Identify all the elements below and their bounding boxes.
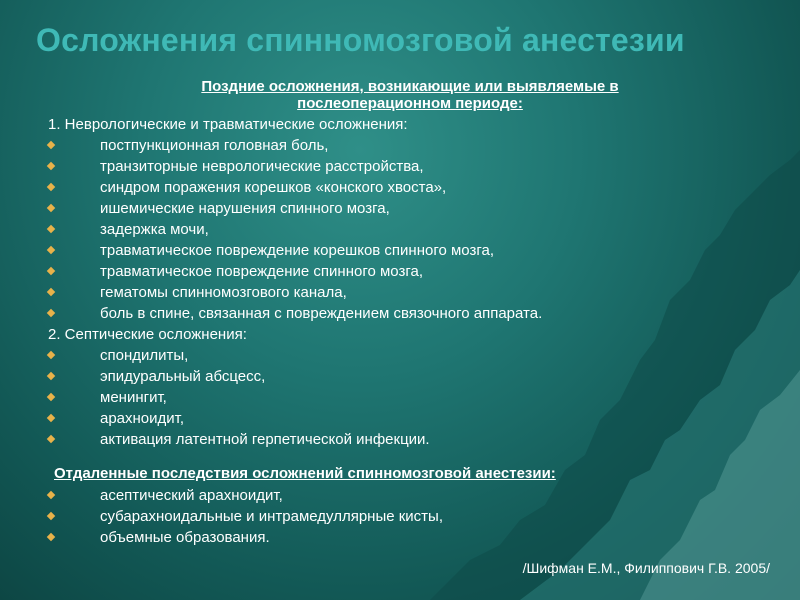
diamond-bullet-icon xyxy=(47,267,55,275)
diamond-bullet-icon xyxy=(47,533,55,541)
diamond-bullet-icon xyxy=(47,435,55,443)
list-item xyxy=(0,240,800,261)
diamond-bullet-icon xyxy=(47,183,55,191)
list-item xyxy=(0,261,800,282)
diamond-bullet-icon xyxy=(47,491,55,499)
list-item xyxy=(0,135,800,156)
list-item xyxy=(0,506,800,527)
list-item xyxy=(0,485,800,506)
section-3-heading: Отдаленные последствия осложнений спинномозговой анестезии: xyxy=(54,465,556,482)
diamond-bullet-icon xyxy=(47,414,55,422)
list-item xyxy=(0,408,800,429)
list-item-text: задержка мочи, xyxy=(100,221,209,238)
list-item-text: активация латентной герпетической инфекции. xyxy=(100,431,430,448)
list-item-text: гематомы спинномозгового канала, xyxy=(100,284,347,301)
list-item-text: боль в спине, связанная с повреждением связочного аппарата. xyxy=(100,305,543,322)
list-item-text: травматическое повреждение корешков спинного мозга, xyxy=(100,242,494,259)
spacer xyxy=(0,450,800,463)
list-item-text: эпидуральный абсцесс, xyxy=(100,368,266,385)
diamond-bullet-icon xyxy=(47,204,55,212)
list-item xyxy=(0,219,800,240)
list-item-text: постпункционная головная боль, xyxy=(100,137,329,154)
diamond-bullet-icon xyxy=(47,372,55,380)
list-item xyxy=(0,345,800,366)
slide-title: Осложнения спинномозговой анестезии xyxy=(36,22,685,58)
list-item-text: менингит, xyxy=(100,389,167,406)
subtitle xyxy=(90,78,730,112)
diamond-bullet-icon xyxy=(47,393,55,401)
list-item xyxy=(0,303,800,324)
diamond-bullet-icon xyxy=(47,162,55,170)
section-2-heading: 2. Септические осложнения: xyxy=(48,326,247,343)
list-item-text: ишемические нарушения спинного мозга, xyxy=(100,200,390,217)
list-item-text: асептический арахноидит, xyxy=(100,487,283,504)
subtitle-line-1: Поздние осложнения, возникающие или выявляемые в xyxy=(201,78,619,95)
list-item xyxy=(0,156,800,177)
section-1-heading: 1. Неврологические и травматические осложнения: xyxy=(48,116,408,133)
slide-content xyxy=(0,114,800,548)
list-item xyxy=(0,282,800,303)
list-item xyxy=(0,198,800,219)
list-item-text: травматическое повреждение спинного мозга, xyxy=(100,263,423,280)
list-item xyxy=(0,177,800,198)
list-item-text: объемные образования. xyxy=(100,529,270,546)
diamond-bullet-icon xyxy=(47,309,55,317)
diamond-bullet-icon xyxy=(47,225,55,233)
diamond-bullet-icon xyxy=(47,512,55,520)
subtitle-line-2: послеоперационном периоде: xyxy=(297,95,523,112)
diamond-bullet-icon xyxy=(47,288,55,296)
list-item xyxy=(0,366,800,387)
citation: /Шифман Е.М., Филиппович Г.В. 2005/ xyxy=(522,560,770,576)
diamond-bullet-icon xyxy=(47,246,55,254)
list-item xyxy=(0,527,800,548)
list-item-text: синдром поражения корешков «конского хвоста», xyxy=(100,179,447,196)
diamond-bullet-icon xyxy=(47,141,55,149)
list-item xyxy=(0,387,800,408)
list-item-text: спондилиты, xyxy=(100,347,189,364)
list-item-text: арахноидит, xyxy=(100,410,185,427)
list-item-text: транзиторные неврологические расстройства, xyxy=(100,158,424,175)
diamond-bullet-icon xyxy=(47,351,55,359)
list-item xyxy=(0,429,800,450)
list-item-text: субарахноидальные и интрамедуллярные кисты, xyxy=(100,508,444,525)
